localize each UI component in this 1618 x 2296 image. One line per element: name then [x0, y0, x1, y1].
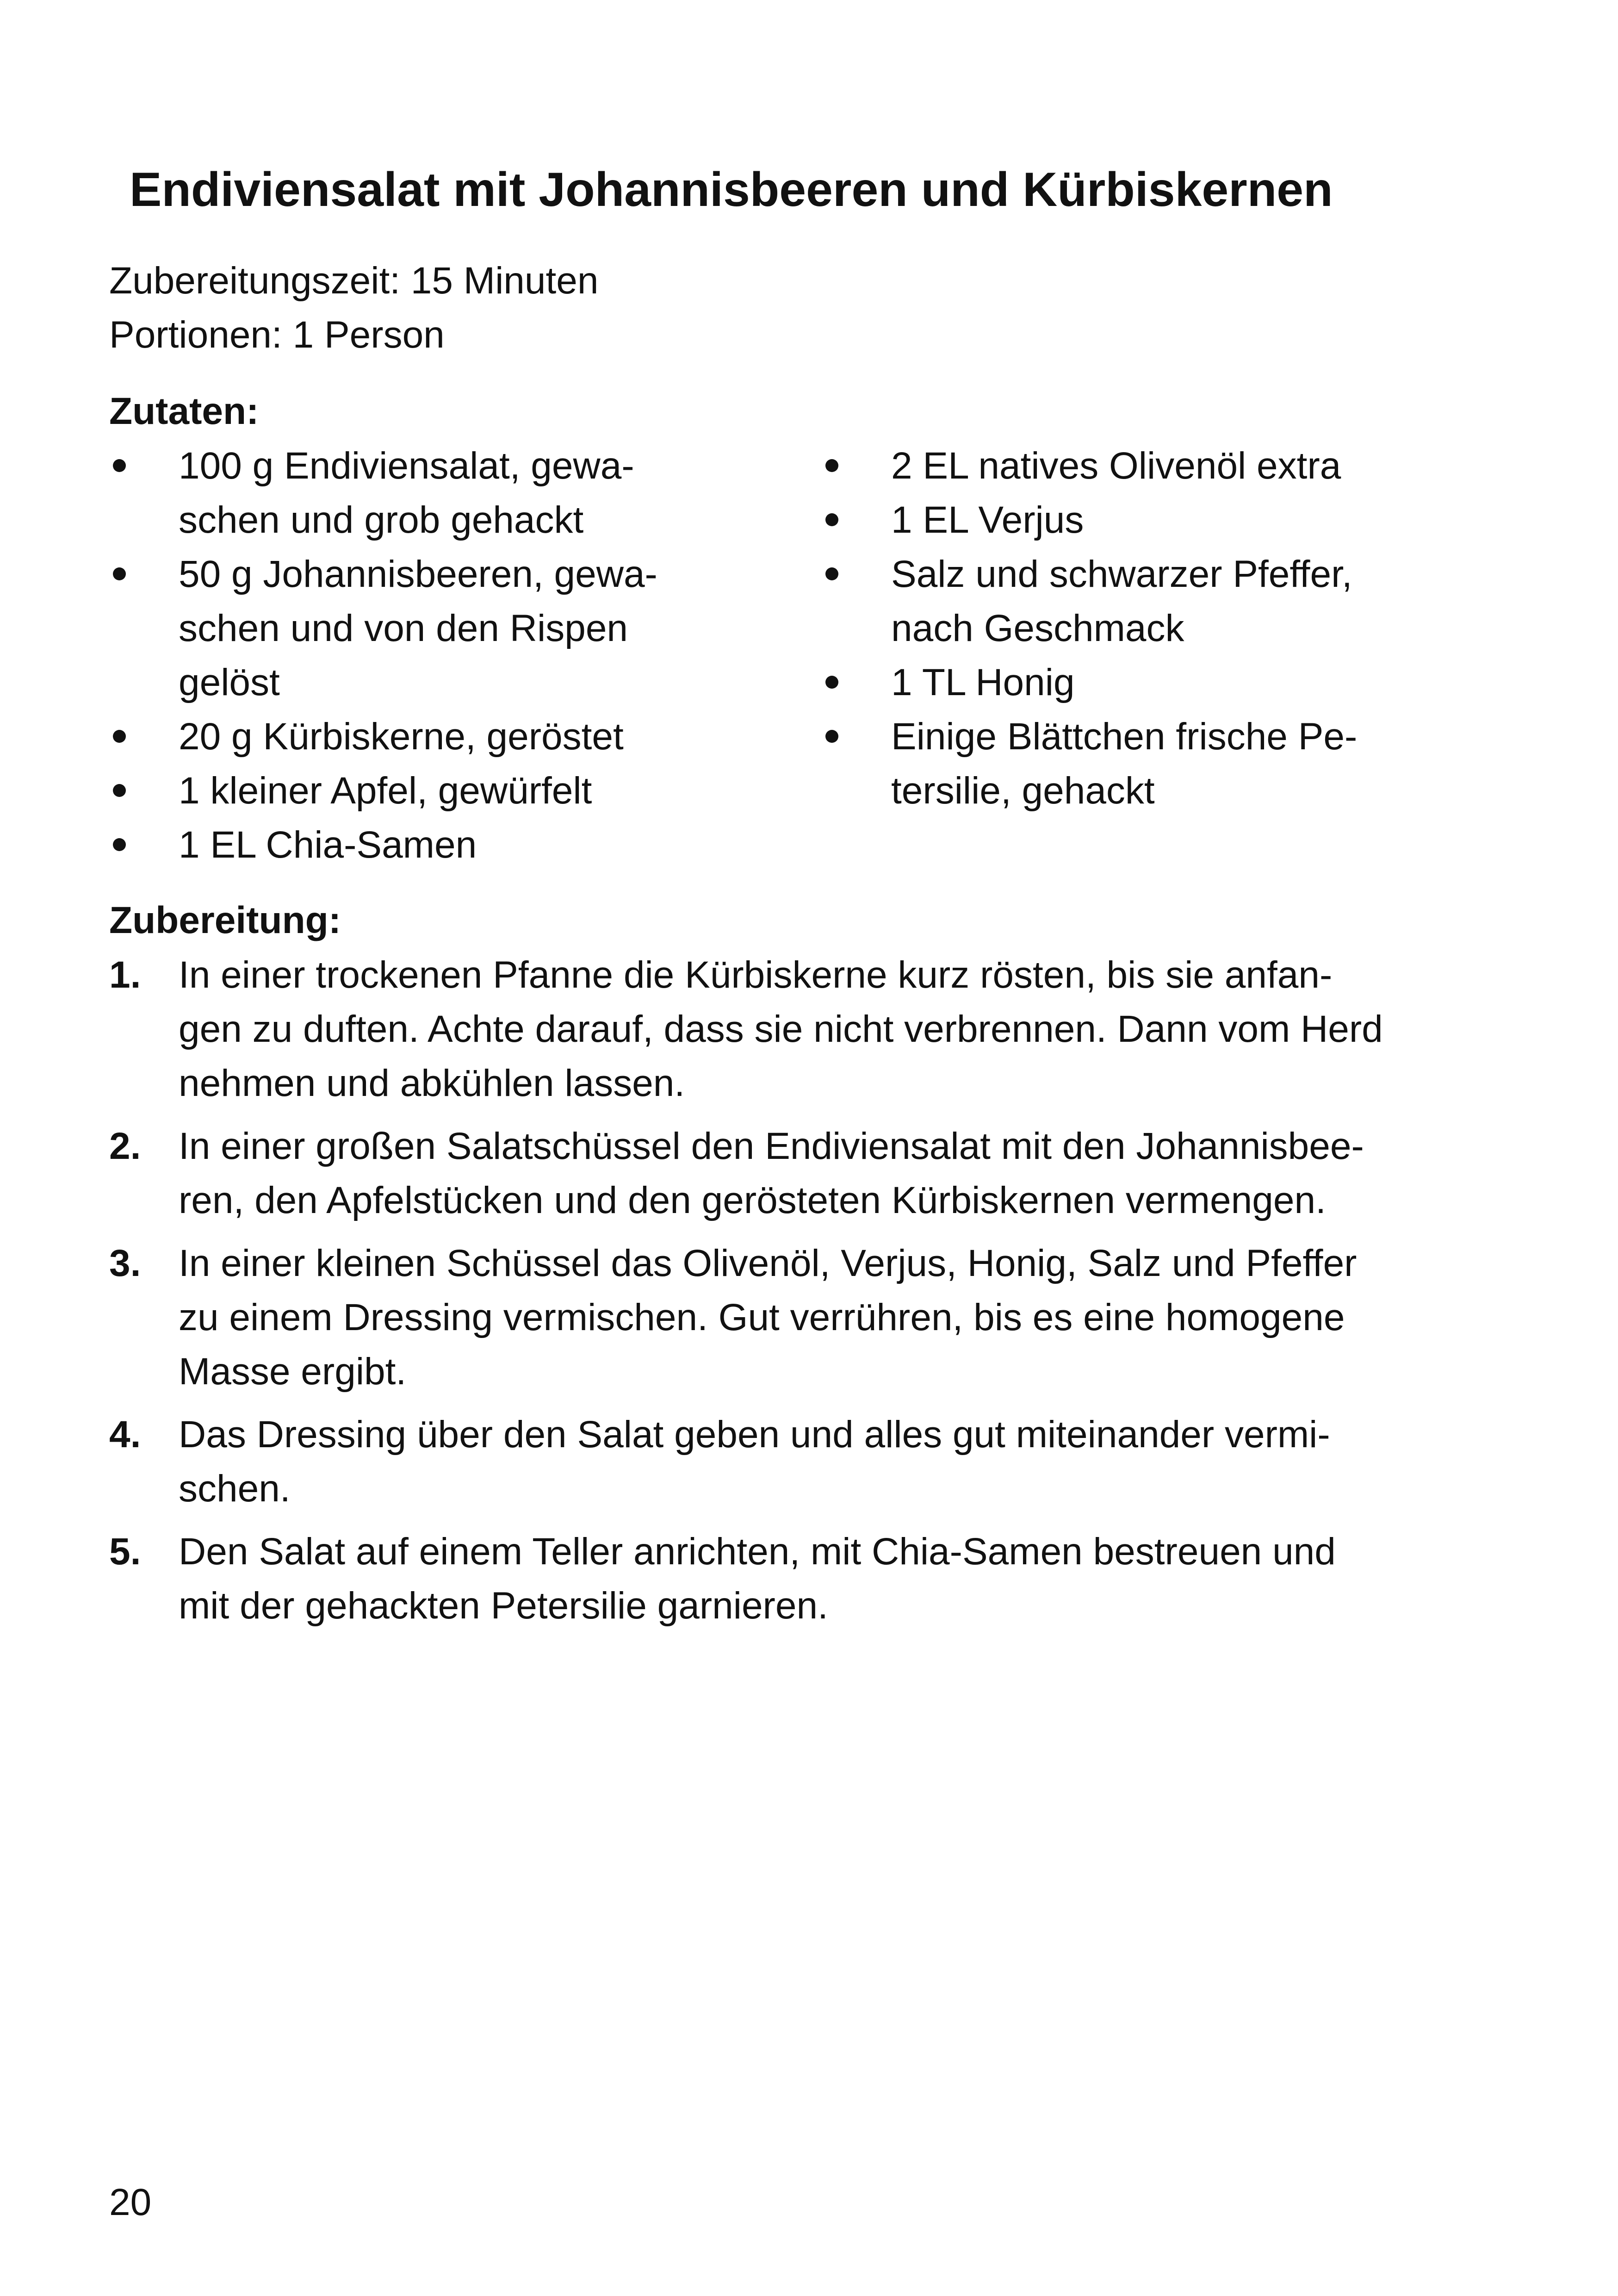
ingredients-list-right: [822, 439, 1446, 818]
ingredient-line: schen und grob gehackt: [179, 499, 584, 541]
step-line: gen zu duften. Achte darauf, dass sie nicht verbrennen. Dann vom Herd: [179, 1008, 1383, 1050]
step-line: schen.: [179, 1468, 291, 1510]
ingredient-line: 20 g Kürbiskerne, geröstet: [179, 716, 624, 758]
ingredient-line: Salz und schwarzer Pfeffer,: [891, 553, 1352, 595]
prep-time: Zubereitungszeit: 15 Minuten: [109, 260, 599, 302]
ingredients-list-left: [109, 439, 711, 872]
preparation-heading: Zubereitung:: [109, 899, 341, 941]
ingredient-line: nach Geschmack: [891, 607, 1184, 649]
preparation-step: [109, 1524, 1405, 1633]
recipe-meta: [109, 254, 599, 362]
bullet-icon: [113, 567, 126, 580]
bullet-icon: [113, 730, 126, 743]
preparation-step: [109, 1236, 1405, 1399]
ingredient-item: [822, 709, 1446, 818]
ingredient-line: tersilie, gehackt: [891, 770, 1155, 812]
ingredient-item: [109, 439, 711, 547]
ingredient-text: [179, 764, 711, 818]
step-number: 3.: [109, 1242, 141, 1284]
step-number: 4.: [109, 1413, 141, 1456]
step-line: Das Dressing über den Salat geben und alles gut miteinander vermi-: [179, 1413, 1330, 1456]
step-line: mit der gehackten Petersilie garnieren.: [179, 1585, 828, 1627]
ingredient-text: [179, 818, 711, 872]
step-line: In einer kleinen Schüssel das Olivenöl, Verjus, Honig, Salz und Pfeffer: [179, 1242, 1357, 1284]
step-line: Masse ergibt.: [179, 1350, 407, 1393]
bullet-icon: [825, 676, 838, 689]
ingredient-line: gelöst: [179, 661, 280, 703]
step-text: [179, 1119, 1405, 1227]
ingredient-text: [179, 709, 711, 764]
ingredient-item: [109, 764, 711, 818]
ingredient-line: schen und von den Rispen: [179, 607, 628, 649]
ingredient-line: Einige Blättchen frische Pe-: [891, 716, 1358, 758]
step-number: 1.: [109, 954, 141, 996]
bullet-icon: [113, 459, 126, 472]
step-number: 2.: [109, 1125, 141, 1167]
preparation-steps: [109, 948, 1405, 1642]
bullet-icon: [825, 730, 838, 743]
ingredient-text: [179, 547, 711, 709]
step-line: zu einem Dressing vermischen. Gut verrühren, bis es eine homogene: [179, 1296, 1345, 1338]
page-number: 20: [109, 2181, 152, 2223]
ingredient-line: 100 g Endiviensalat, gewa-: [179, 445, 634, 487]
ingredient-item: [822, 547, 1446, 655]
preparation-step: [109, 1119, 1405, 1227]
bullet-icon: [825, 513, 838, 526]
recipe-title: Endiviensalat mit Johannisbeeren und Kürbiskernen: [130, 163, 1333, 217]
servings: Portionen: 1 Person: [109, 314, 445, 356]
ingredients-heading: Zutaten:: [109, 390, 259, 432]
step-text: [179, 1407, 1405, 1516]
ingredient-item: [109, 818, 711, 872]
ingredient-item: [822, 655, 1446, 709]
ingredient-text: [891, 493, 1446, 547]
ingredient-text: [179, 439, 711, 547]
step-line: In einer trockenen Pfanne die Kürbiskerne kurz rösten, bis sie anfan-: [179, 954, 1333, 996]
ingredient-line: 50 g Johannisbeeren, gewa-: [179, 553, 657, 595]
ingredient-line: 1 EL Chia-Samen: [179, 824, 477, 866]
ingredient-line: 1 EL Verjus: [891, 499, 1084, 541]
ingredient-line: 1 TL Honig: [891, 661, 1075, 703]
ingredient-line: 1 kleiner Apfel, gewürfelt: [179, 770, 592, 812]
step-line: Den Salat auf einem Teller anrichten, mit Chia-Samen bestreuen und: [179, 1531, 1336, 1573]
preparation-step: [109, 1407, 1405, 1516]
bullet-icon: [825, 459, 838, 472]
bullet-icon: [825, 567, 838, 580]
step-line: nehmen und abkühlen lassen.: [179, 1062, 685, 1104]
ingredient-text: [891, 655, 1446, 709]
bullet-icon: [113, 784, 126, 797]
step-text: [179, 1236, 1405, 1399]
step-line: ren, den Apfelstücken und den gerösteten Kürbiskernen vermengen.: [179, 1179, 1326, 1221]
step-line: In einer großen Salatschüssel den Endiviensalat mit den Johannisbee-: [179, 1125, 1364, 1167]
step-text: [179, 948, 1405, 1110]
ingredient-line: 2 EL natives Olivenöl extra: [891, 445, 1341, 487]
ingredient-item: [109, 547, 711, 709]
bullet-icon: [113, 838, 126, 851]
ingredient-item: [822, 439, 1446, 493]
step-number: 5.: [109, 1531, 141, 1573]
ingredient-item: [822, 493, 1446, 547]
ingredient-item: [109, 709, 711, 764]
step-text: [179, 1524, 1405, 1633]
preparation-step: [109, 948, 1405, 1110]
ingredient-text: [891, 547, 1446, 655]
ingredient-text: [891, 709, 1446, 818]
ingredient-text: [891, 439, 1446, 493]
